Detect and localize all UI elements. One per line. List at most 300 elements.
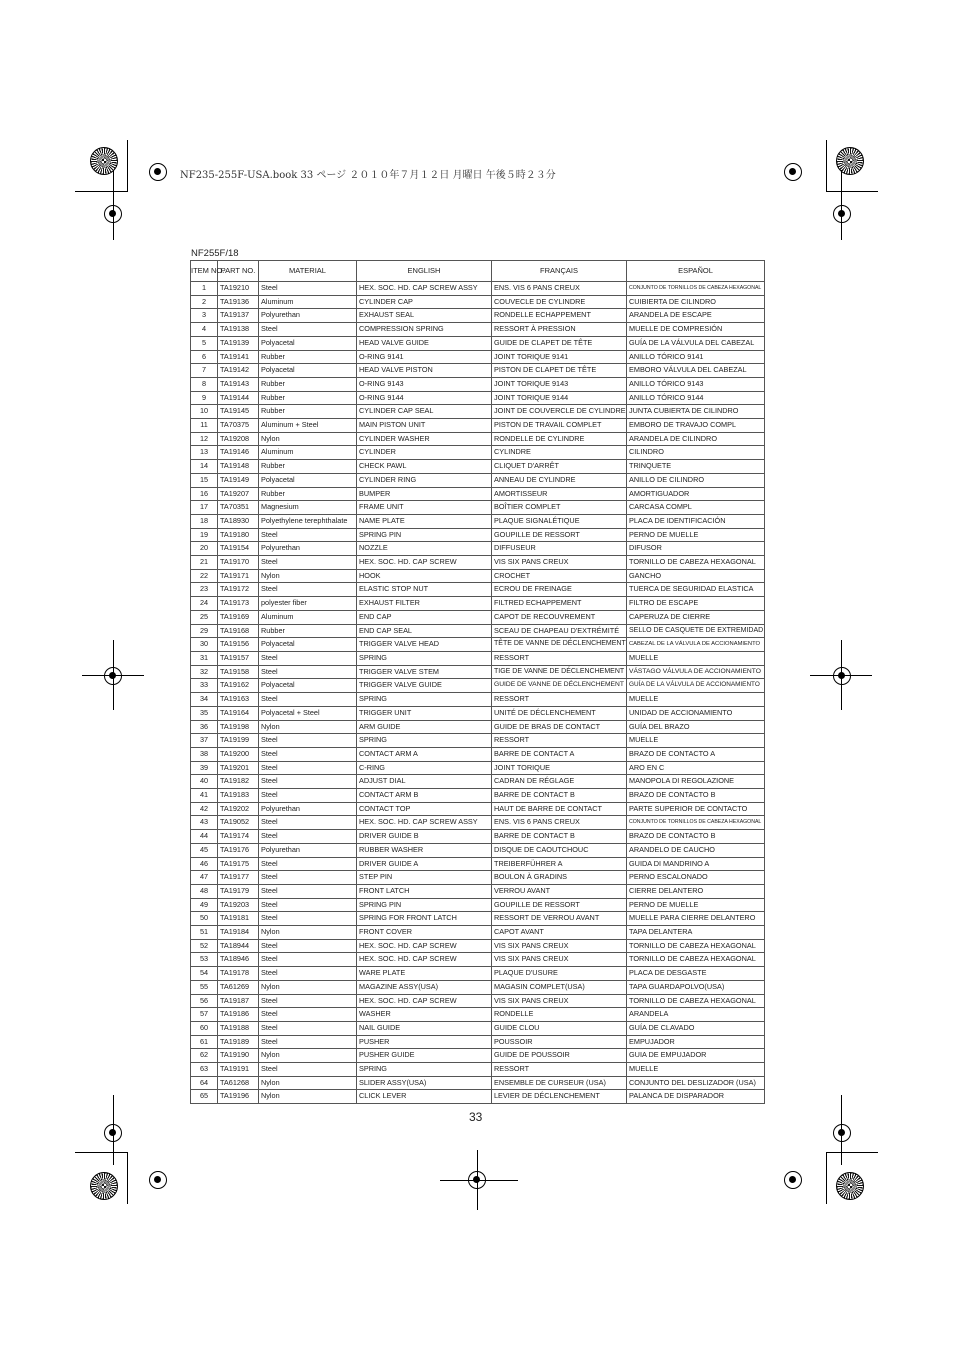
table-row (191, 651, 765, 665)
cell-part-no: TA70375 (218, 419, 259, 433)
cell-part-no: TA19139 (218, 336, 259, 350)
cell-english: SPRING (357, 693, 492, 707)
cell-french: RESSORT (492, 1063, 627, 1077)
table-row (191, 679, 765, 693)
cell-part-no: TA19183 (218, 789, 259, 803)
table-row (191, 953, 765, 967)
cell-french: CADRAN DE RÉGLAGE (492, 775, 627, 789)
cell-english: CYLINDER CAP SEAL (357, 405, 492, 419)
cell-english: C-RING (357, 761, 492, 775)
cell-part-no: TA19200 (218, 747, 259, 761)
table-row (191, 323, 765, 337)
cell-part-no: TA19201 (218, 761, 259, 775)
cell-spanish: GUIA DE EMPUJADOR (627, 1049, 765, 1063)
cell-item-no: 46 (191, 857, 218, 871)
cell-item-no: 64 (191, 1076, 218, 1090)
cell-material: Nylon (259, 1049, 357, 1063)
cell-spanish: JUNTA CUBIERTA DE CILINDRO (627, 405, 765, 419)
cell-part-no: TA19148 (218, 460, 259, 474)
cell-item-no: 40 (191, 775, 218, 789)
cell-spanish: ARANDELO DE CAUCHO (627, 843, 765, 857)
table-row (191, 556, 765, 570)
cell-item-no: 63 (191, 1063, 218, 1077)
cell-spanish: GUÍA DE LA VÁLVULA DEL CABEZAL (627, 336, 765, 350)
table-row (191, 419, 765, 433)
cell-english: EXHAUST SEAL (357, 309, 492, 323)
cell-english: WASHER (357, 1008, 492, 1022)
cell-item-no: 23 (191, 583, 218, 597)
table-row (191, 706, 765, 720)
cell-item-no: 37 (191, 734, 218, 748)
cell-spanish: PLACA DE IDENTIFICACIÓN (627, 514, 765, 528)
cell-part-no: TA19190 (218, 1049, 259, 1063)
cell-part-no: TA18946 (218, 953, 259, 967)
crosshair-mark-top-right (784, 163, 802, 181)
cell-item-no: 54 (191, 967, 218, 981)
cell-part-no: TA19138 (218, 323, 259, 337)
cell-item-no: 44 (191, 830, 218, 844)
table-row (191, 638, 765, 652)
cell-material: Steel (259, 651, 357, 665)
cell-material: Steel (259, 994, 357, 1008)
cell-part-no: TA19136 (218, 295, 259, 309)
cell-english: HEX. SOC. HD. CAP SCREW (357, 994, 492, 1008)
cell-part-no: TA19173 (218, 597, 259, 611)
cell-spanish: PERNO DE MUELLE (627, 898, 765, 912)
cell-french: BARRE DE CONTACT B (492, 830, 627, 844)
table-row (191, 775, 765, 789)
cell-material: Steel (259, 1008, 357, 1022)
table-row (191, 830, 765, 844)
cell-part-no: TA19188 (218, 1021, 259, 1035)
table-row (191, 391, 765, 405)
crosshair-mark-bottom-left (149, 1171, 167, 1189)
cell-english: TRIGGER VALVE GUIDE (357, 679, 492, 693)
cell-material: Polyacetal (259, 679, 357, 693)
col-part-no: PART NO. (218, 261, 259, 282)
table-row (191, 487, 765, 501)
col-english: ENGLISH (357, 261, 492, 282)
cell-part-no: TA19207 (218, 487, 259, 501)
cell-part-no: TA61269 (218, 980, 259, 994)
cell-english: RUBBER WASHER (357, 843, 492, 857)
crop-line (113, 1095, 114, 1165)
cell-material: Rubber (259, 391, 357, 405)
cell-french: RONDELLE DE CYLINDRE (492, 432, 627, 446)
cell-item-no: 5 (191, 336, 218, 350)
cell-item-no: 30 (191, 638, 218, 652)
cell-material: Polyethylene terephthalate (259, 514, 357, 528)
cell-material: Steel (259, 583, 357, 597)
cell-english: O-RING 9143 (357, 377, 492, 391)
cell-material: polyester fiber (259, 597, 357, 611)
table-row (191, 350, 765, 364)
cell-english: HEX. SOC. HD. CAP SCREW (357, 953, 492, 967)
table-row (191, 980, 765, 994)
cell-part-no: TA19157 (218, 651, 259, 665)
cell-french: JOINT TORIQUE 9144 (492, 391, 627, 405)
cell-spanish: MUELLE (627, 1063, 765, 1077)
cell-item-no: 36 (191, 720, 218, 734)
cell-french: RESSORT (492, 651, 627, 665)
cell-spanish: TRINQUETE (627, 460, 765, 474)
cell-item-no: 15 (191, 473, 218, 487)
cell-item-no: 60 (191, 1021, 218, 1035)
cell-french: ANNEAU DE CYLINDRE (492, 473, 627, 487)
cell-material: Steel (259, 1063, 357, 1077)
cell-english: SLIDER ASSY(USA) (357, 1076, 492, 1090)
cell-french: GUIDE DE BRAS DE CONTACT (492, 720, 627, 734)
crosshair-mark-mid-right (833, 667, 851, 685)
cell-spanish: TAPA DELANTERA (627, 926, 765, 940)
table-row (191, 282, 765, 296)
table-row (191, 528, 765, 542)
cell-item-no: 11 (191, 419, 218, 433)
cell-spanish: CUIBIERTA DE CILINDRO (627, 295, 765, 309)
crop-line (127, 1152, 128, 1204)
crop-line (75, 191, 127, 192)
cell-item-no: 19 (191, 528, 218, 542)
cell-material: Rubber (259, 624, 357, 638)
cell-part-no: TA19187 (218, 994, 259, 1008)
cell-material: Polyurethan (259, 542, 357, 556)
cell-french: CROCHET (492, 569, 627, 583)
cell-english: FRONT LATCH (357, 884, 492, 898)
cell-french: VERROU AVANT (492, 884, 627, 898)
cell-material: Steel (259, 761, 357, 775)
cell-english: TRIGGER UNIT (357, 706, 492, 720)
cell-spanish: MANOPOLA DI REGOLAZIONE (627, 775, 765, 789)
crop-line (826, 191, 878, 192)
cell-item-no: 50 (191, 912, 218, 926)
registration-mark-bottom-right (836, 1172, 864, 1200)
cell-english: CYLINDER CAP (357, 295, 492, 309)
table-row (191, 1008, 765, 1022)
cell-spanish: GUIDA DI MANDRINO A (627, 857, 765, 871)
cell-english: DRIVER GUIDE A (357, 857, 492, 871)
crop-line (810, 675, 872, 676)
crosshair-mark-bottom-right (784, 1171, 802, 1189)
cell-item-no: 18 (191, 514, 218, 528)
cell-french: GUIDE CLOU (492, 1021, 627, 1035)
cell-english: ADJUST DIAL (357, 775, 492, 789)
cell-material: Nylon (259, 569, 357, 583)
cell-material: Aluminum + Steel (259, 419, 357, 433)
cell-item-no: 32 (191, 665, 218, 679)
col-french: FRANÇAIS (492, 261, 627, 282)
cell-item-no: 10 (191, 405, 218, 419)
cell-english: ARM GUIDE (357, 720, 492, 734)
table-header-row (191, 261, 765, 282)
cell-part-no: TA70351 (218, 501, 259, 515)
cell-part-no: TA19158 (218, 665, 259, 679)
cell-spanish: FILTRO DE ESCAPE (627, 597, 765, 611)
cell-item-no: 22 (191, 569, 218, 583)
cell-spanish: MUELLE (627, 734, 765, 748)
cell-spanish: PARTE SUPERIOR DE CONTACTO (627, 802, 765, 816)
cell-material: Magnesium (259, 501, 357, 515)
cell-spanish: MUELLE (627, 651, 765, 665)
cell-item-no: 65 (191, 1090, 218, 1104)
cell-material: Polyacetal (259, 364, 357, 378)
cell-material: Polyacetal (259, 638, 357, 652)
table-row (191, 926, 765, 940)
cell-item-no: 48 (191, 884, 218, 898)
crosshair-mark-upper-right (833, 205, 851, 223)
cell-spanish: PALANCA DE DISPARADOR (627, 1090, 765, 1104)
cell-material: Aluminum (259, 295, 357, 309)
cell-item-no: 20 (191, 542, 218, 556)
cell-part-no: TA19186 (218, 1008, 259, 1022)
cell-french: DISQUE DE CAOUTCHOUC (492, 843, 627, 857)
cell-french: AMORTISSEUR (492, 487, 627, 501)
cell-material: Steel (259, 830, 357, 844)
cell-item-no: 35 (191, 706, 218, 720)
cell-part-no: TA19202 (218, 802, 259, 816)
cell-english: MAGAZINE ASSY(USA) (357, 980, 492, 994)
table-row (191, 1063, 765, 1077)
cell-french: PISTON DE CLAPET DE TÊTE (492, 364, 627, 378)
cell-spanish: GUÍA DE CLAVADO (627, 1021, 765, 1035)
cell-french: FILTRED ECHAPPEMENT (492, 597, 627, 611)
cell-french: VIS SIX PANS CREUX (492, 994, 627, 1008)
table-row (191, 939, 765, 953)
cell-material: Steel (259, 282, 357, 296)
cell-part-no: TA19144 (218, 391, 259, 405)
cell-part-no: TA19149 (218, 473, 259, 487)
cell-english: CONTACT TOP (357, 802, 492, 816)
cell-material: Rubber (259, 350, 357, 364)
cell-material: Steel (259, 939, 357, 953)
cell-item-no: 14 (191, 460, 218, 474)
cell-french: ENSEMBLE DE CURSEUR (USA) (492, 1076, 627, 1090)
cell-item-no: 13 (191, 446, 218, 460)
cell-material: Steel (259, 528, 357, 542)
cell-french: TREIBERFÜHRER A (492, 857, 627, 871)
cell-french: CAPOT DE RECOUVREMENT (492, 610, 627, 624)
table-row (191, 377, 765, 391)
cell-english: HEX. SOC. HD. CAP SCREW ASSY (357, 816, 492, 830)
cell-french: GOUPILLE DE RESSORT (492, 528, 627, 542)
cell-item-no: 53 (191, 953, 218, 967)
cell-english: TRIGGER VALVE STEM (357, 665, 492, 679)
cell-part-no: TA19174 (218, 830, 259, 844)
cell-spanish: CABEZAL DE LA VÁLVULA DE ACCIONAMIENTO (627, 638, 765, 652)
cell-spanish: CONJUNTO DE TORNILLOS DE CABEZA HEXAGONAL (627, 816, 765, 830)
crosshair-mark-top-left (149, 163, 167, 181)
cell-spanish: ANILLO TÓRICO 9141 (627, 350, 765, 364)
parts-table (190, 260, 765, 1104)
cell-part-no: TA19163 (218, 693, 259, 707)
crop-line (440, 1180, 518, 1181)
cell-part-no: TA61268 (218, 1076, 259, 1090)
cell-item-no: 1 (191, 282, 218, 296)
table-row (191, 693, 765, 707)
cell-spanish: DIFUSOR (627, 542, 765, 556)
cell-material: Nylon (259, 1076, 357, 1090)
cell-spanish: ARANDELA DE CILINDRO (627, 432, 765, 446)
registration-mark-bottom-left (90, 1172, 118, 1200)
cell-item-no: 51 (191, 926, 218, 940)
cell-french: JOINT TORIQUE (492, 761, 627, 775)
crop-line (113, 170, 114, 240)
cell-french: SCEAU DE CHAPEAU D'EXTRÉMITÉ (492, 624, 627, 638)
cell-part-no: TA19182 (218, 775, 259, 789)
col-item-no: ITEM NO. (191, 261, 218, 282)
cell-spanish: PERNO DE MUELLE (627, 528, 765, 542)
cell-spanish: TAPA GUARDAPOLVO(USA) (627, 980, 765, 994)
cell-material: Steel (259, 953, 357, 967)
cell-french: ENS. VIS 6 PANS CREUX (492, 816, 627, 830)
table-row (191, 789, 765, 803)
cell-part-no: TA19191 (218, 1063, 259, 1077)
cell-spanish: MUELLE PARA CIERRE DELANTERO (627, 912, 765, 926)
cell-english: SPRING FOR FRONT LATCH (357, 912, 492, 926)
cell-part-no: TA19143 (218, 377, 259, 391)
table-row (191, 884, 765, 898)
cell-english: MAIN PISTON UNIT (357, 419, 492, 433)
cell-part-no: TA19179 (218, 884, 259, 898)
cell-item-no: 6 (191, 350, 218, 364)
cell-material: Rubber (259, 487, 357, 501)
cell-material: Rubber (259, 460, 357, 474)
cell-item-no: 34 (191, 693, 218, 707)
cell-spanish: TORNILLO DE CABEZA HEXAGONAL (627, 939, 765, 953)
cell-french: JOINT DE COUVERCLE DE CYLINDRE (492, 405, 627, 419)
cell-spanish: CIERRE DELANTERO (627, 884, 765, 898)
cell-spanish: CONJUNTO DE TORNILLOS DE CABEZA HEXAGONAL (627, 282, 765, 296)
cell-french: VIS SIX PANS CREUX (492, 556, 627, 570)
cell-english: SPRING (357, 734, 492, 748)
cell-part-no: TA19181 (218, 912, 259, 926)
cell-spanish: BRAZO DE CONTACTO A (627, 747, 765, 761)
cell-english: NOZZLE (357, 542, 492, 556)
cell-material: Polyurethan (259, 309, 357, 323)
cell-item-no: 17 (191, 501, 218, 515)
table-row (191, 610, 765, 624)
cell-item-no: 31 (191, 651, 218, 665)
table-row (191, 542, 765, 556)
cell-french: MAGASIN COMPLET(USA) (492, 980, 627, 994)
cell-item-no: 2 (191, 295, 218, 309)
cell-french: JOINT TORIQUE 9141 (492, 350, 627, 364)
cell-english: HEAD VALVE GUIDE (357, 336, 492, 350)
cell-part-no: TA19168 (218, 624, 259, 638)
cell-material: Steel (259, 789, 357, 803)
cell-english: DRIVER GUIDE B (357, 830, 492, 844)
cell-spanish: ARANDELA (627, 1008, 765, 1022)
cell-item-no: 52 (191, 939, 218, 953)
crop-line (75, 1152, 127, 1153)
cell-part-no: TA19142 (218, 364, 259, 378)
table-row (191, 843, 765, 857)
cell-french: HAUT DE BARRE DE CONTACT (492, 802, 627, 816)
cell-spanish: CILINDRO (627, 446, 765, 460)
table-row (191, 432, 765, 446)
cell-material: Steel (259, 775, 357, 789)
cell-material: Steel (259, 912, 357, 926)
cell-english: COMPRESSION SPRING (357, 323, 492, 337)
cell-french: VIS SIX PANS CREUX (492, 953, 627, 967)
crop-line (826, 1152, 827, 1204)
cell-spanish: ARO EN C (627, 761, 765, 775)
model-label: NF255F/18 (191, 248, 239, 259)
cell-item-no: 33 (191, 679, 218, 693)
cell-spanish: UNIDAD DE ACCIONAMIENTO (627, 706, 765, 720)
cell-spanish: BRAZO DE CONTACTO B (627, 789, 765, 803)
cell-item-no: 3 (191, 309, 218, 323)
cell-item-no: 62 (191, 1049, 218, 1063)
table-row (191, 747, 765, 761)
cell-material: Rubber (259, 405, 357, 419)
cell-english: HEX. SOC. HD. CAP SCREW (357, 939, 492, 953)
cell-french: COUVECLE DE CYLINDRE (492, 295, 627, 309)
cell-french: CLIQUET D'ARRÊT (492, 460, 627, 474)
cell-english: CLICK LEVER (357, 1090, 492, 1104)
cell-material: Steel (259, 556, 357, 570)
cell-material: Steel (259, 816, 357, 830)
table-row (191, 1076, 765, 1090)
cell-material: Steel (259, 665, 357, 679)
cell-part-no: TA18930 (218, 514, 259, 528)
cell-spanish: GANCHO (627, 569, 765, 583)
cell-spanish: EMPUJADOR (627, 1035, 765, 1049)
cell-english: EXHAUST FILTER (357, 597, 492, 611)
cell-material: Nylon (259, 926, 357, 940)
table-row (191, 871, 765, 885)
cell-french: RONDELLE (492, 1008, 627, 1022)
cell-french: RESSORT À PRESSION (492, 323, 627, 337)
cell-english: HOOK (357, 569, 492, 583)
table-row (191, 665, 765, 679)
crop-line (826, 1152, 878, 1153)
cell-english: SPRING (357, 651, 492, 665)
cell-part-no: TA19137 (218, 309, 259, 323)
table-row (191, 446, 765, 460)
cell-english: PUSHER (357, 1035, 492, 1049)
cell-item-no: 4 (191, 323, 218, 337)
cell-french: RESSORT (492, 693, 627, 707)
cell-french: CAPOT AVANT (492, 926, 627, 940)
cell-item-no: 9 (191, 391, 218, 405)
table-row (191, 734, 765, 748)
crop-line (127, 140, 128, 192)
cell-material: Steel (259, 967, 357, 981)
table-row (191, 336, 765, 350)
cell-part-no: TA19156 (218, 638, 259, 652)
crop-line (841, 1095, 842, 1165)
cell-spanish: TORNILLO DE CABEZA HEXAGONAL (627, 556, 765, 570)
cell-spanish: ARANDELA DE ESCAPE (627, 309, 765, 323)
cell-material: Polyacetal (259, 336, 357, 350)
crop-line (841, 170, 842, 240)
cell-item-no: 7 (191, 364, 218, 378)
cell-spanish: EMBORO DE TRAVAJO COMPL (627, 419, 765, 433)
cell-part-no: TA19180 (218, 528, 259, 542)
cell-part-no: TA19171 (218, 569, 259, 583)
cell-material: Polyurethan (259, 802, 357, 816)
cell-material: Aluminum (259, 446, 357, 460)
table-row (191, 501, 765, 515)
cell-item-no: 41 (191, 789, 218, 803)
cell-spanish: PLACA DE DESGASTE (627, 967, 765, 981)
cell-english: NAIL GUIDE (357, 1021, 492, 1035)
cell-french: DIFFUSEUR (492, 542, 627, 556)
table-row (191, 912, 765, 926)
cell-spanish: VÁSTAGO VÁLVULA DE ACCIONAMIENTO (627, 665, 765, 679)
cell-english: HEX. SOC. HD. CAP SCREW (357, 556, 492, 570)
cell-english: BUMPER (357, 487, 492, 501)
